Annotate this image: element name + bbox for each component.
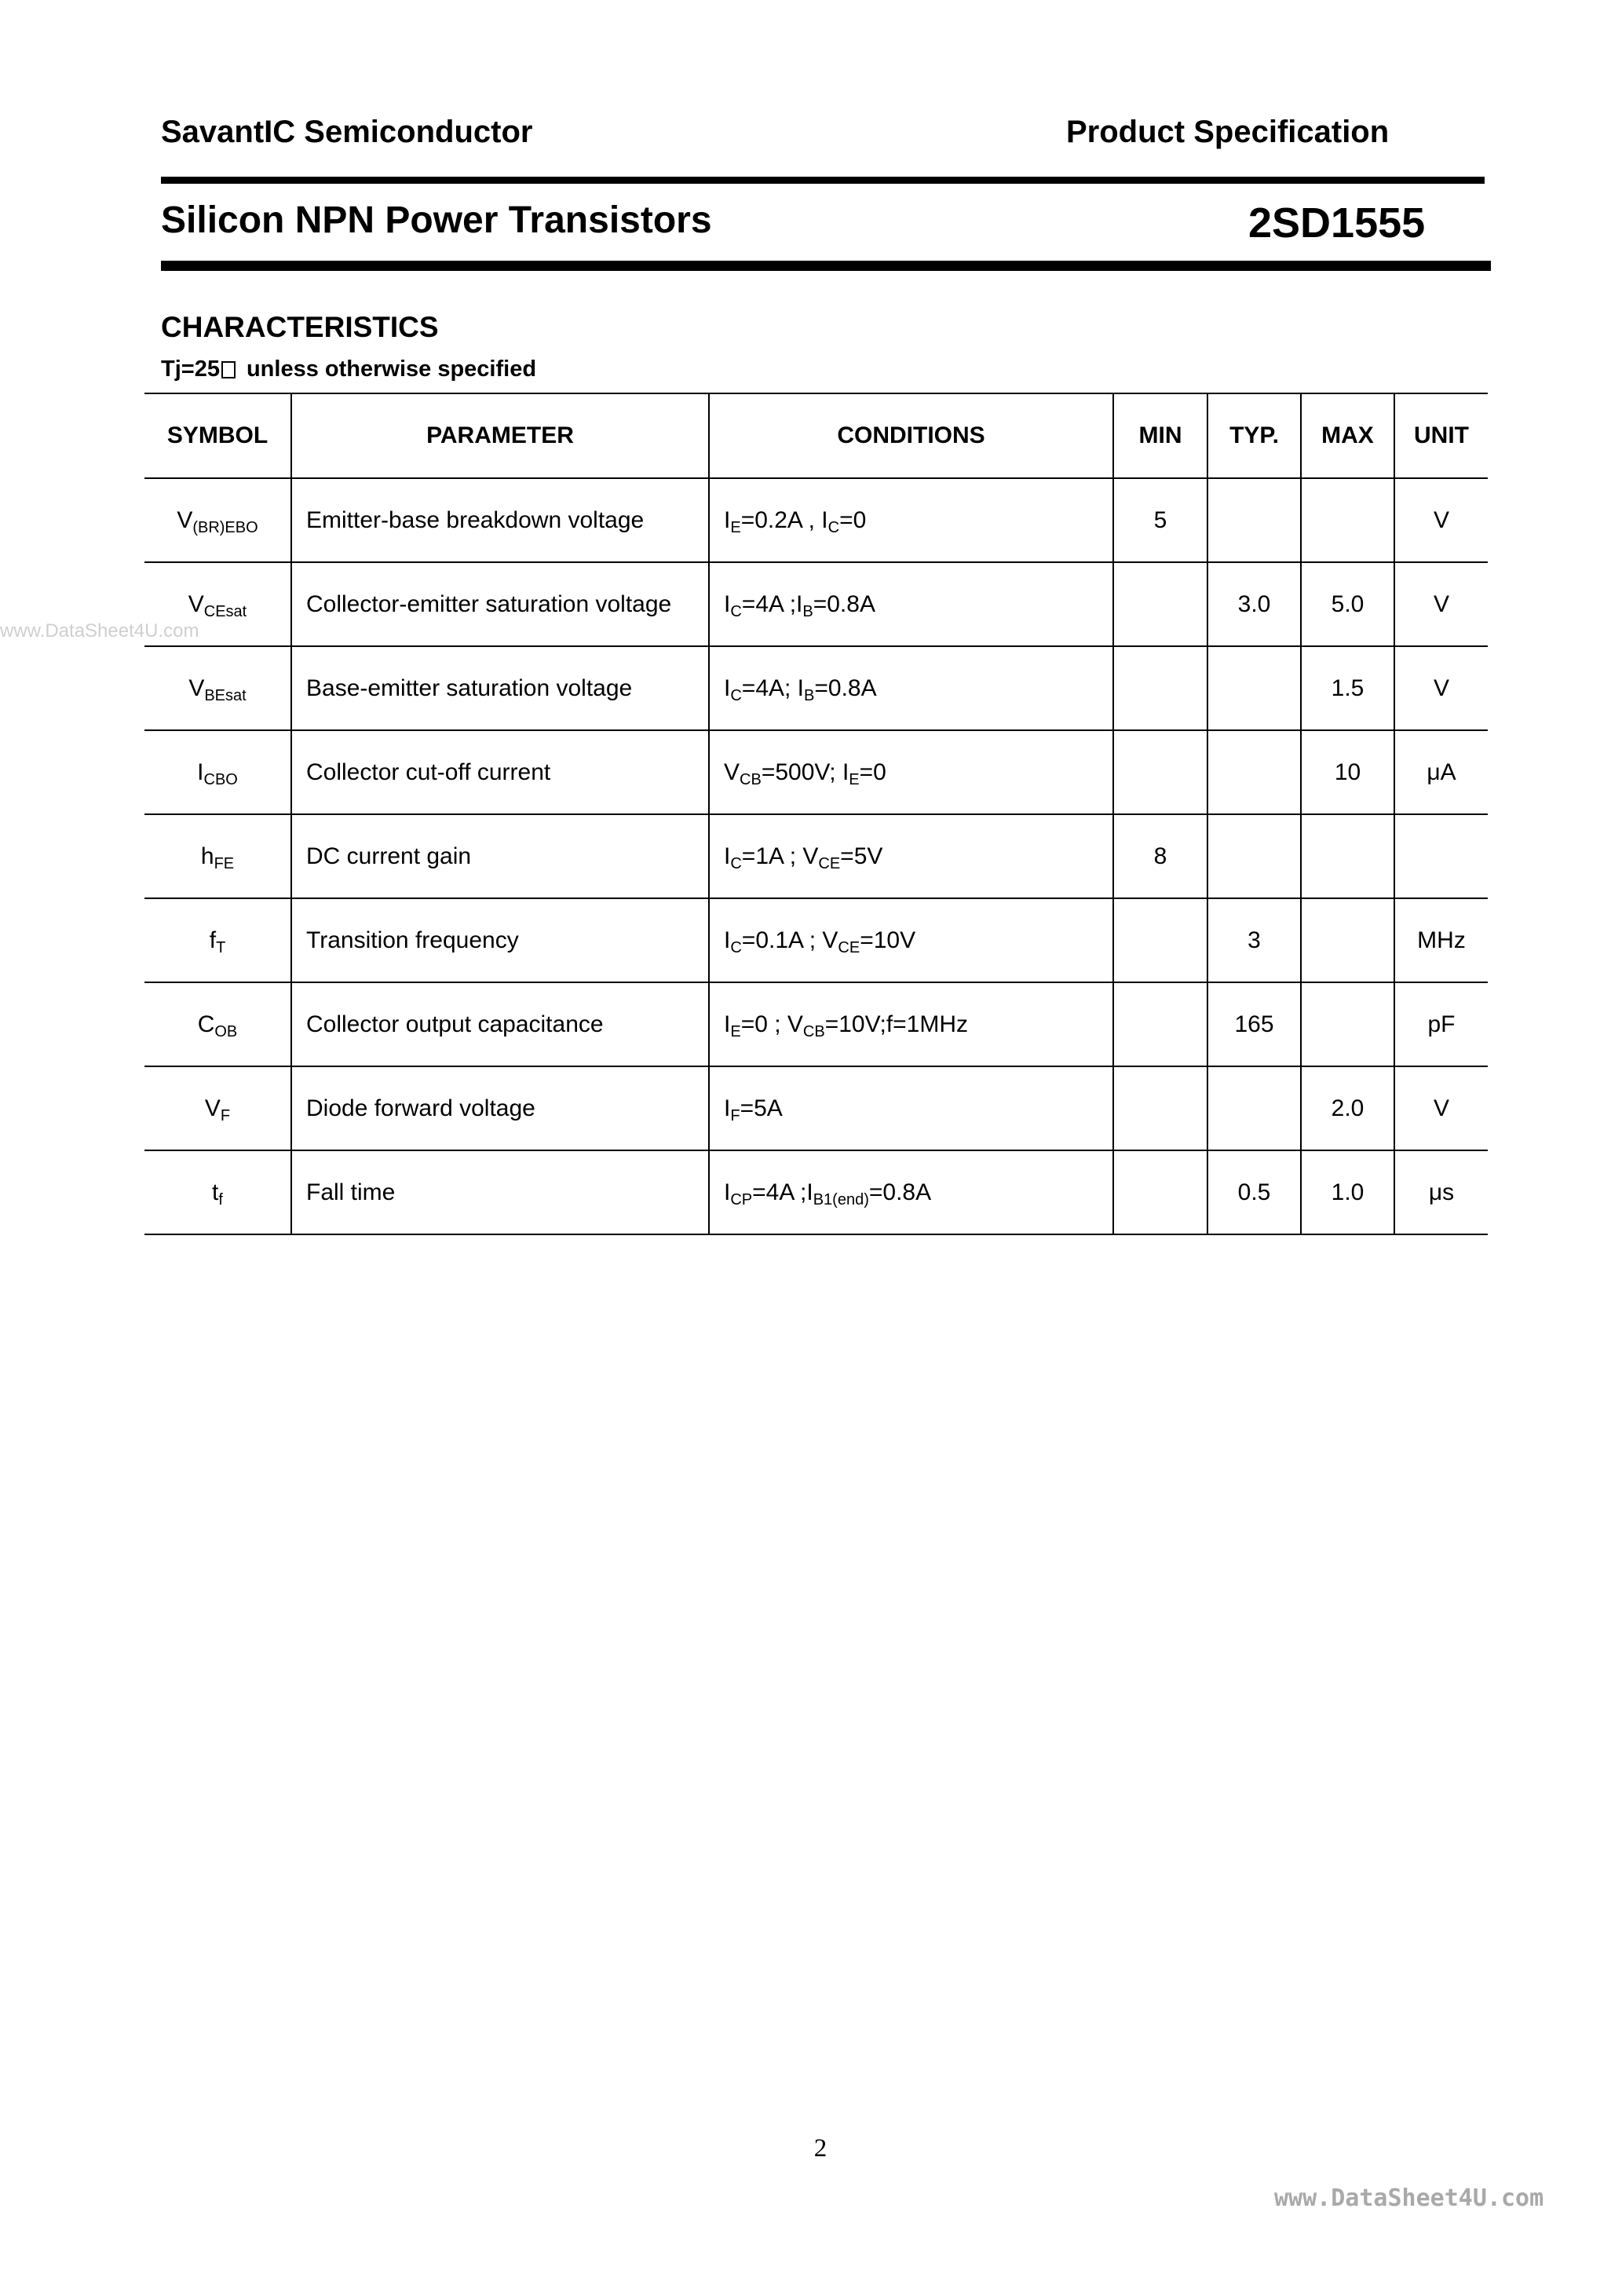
symbol-subscript: T (216, 938, 226, 956)
min-cell (1113, 730, 1207, 814)
document-type: Product Specification (1066, 115, 1390, 149)
min-cell (1113, 562, 1207, 646)
cond-part: =0 ; V (740, 1011, 803, 1037)
symbol-main: f (209, 927, 217, 953)
cond-subscript: CP (730, 1190, 753, 1208)
cond-subscript: F (730, 1106, 740, 1124)
symbol-main: V (204, 1095, 221, 1121)
cond-subscript: E (730, 1022, 741, 1040)
symbol-subscript: FE (214, 854, 235, 872)
conditions-cell (709, 982, 1113, 1066)
max-cell (1301, 898, 1394, 982)
header-conditions: CONDITIONS (709, 393, 1113, 478)
part-number: 2SD1555 (1248, 199, 1426, 247)
conditions-cell (709, 898, 1113, 982)
parameter-cell: Transition frequency (291, 898, 709, 982)
unit-cell: V (1394, 1066, 1488, 1150)
cond-part: =4A ;I (741, 590, 803, 617)
cond-part: =10V;f=1MHz (824, 1011, 969, 1037)
symbol-cell (144, 646, 291, 730)
cond-part: =0 (859, 759, 886, 785)
symbol-cell (144, 898, 291, 982)
cond-part: =0 (839, 506, 867, 533)
symbol-subscript: BEsat (204, 686, 247, 704)
table-row (144, 814, 1488, 898)
max-cell: 5.0 (1301, 562, 1394, 646)
cond-subscript: C (730, 938, 742, 956)
symbol-main: h (200, 843, 214, 869)
unit-cell (1394, 814, 1488, 898)
symbol-subscript: F (220, 1106, 231, 1124)
conditions-cell (709, 1150, 1113, 1234)
typ-cell (1207, 478, 1301, 562)
max-cell (1301, 814, 1394, 898)
header-symbol: SYMBOL (144, 393, 291, 478)
min-cell (1113, 646, 1207, 730)
max-cell (1301, 478, 1394, 562)
cond-part: V (724, 759, 740, 785)
note-suffix: unless otherwise specified (246, 356, 537, 382)
min-cell (1113, 982, 1207, 1066)
typ-cell (1207, 646, 1301, 730)
cond-part: =4A ;I (752, 1179, 813, 1205)
table-row (144, 1150, 1488, 1234)
header-min: MIN (1113, 393, 1207, 478)
symbol-subscript: f (218, 1190, 223, 1208)
min-cell (1113, 898, 1207, 982)
conditions-cell (709, 646, 1113, 730)
max-cell: 2.0 (1301, 1066, 1394, 1150)
min-cell (1113, 1150, 1207, 1234)
symbol-cell (144, 1150, 291, 1234)
table-row (144, 646, 1488, 730)
footer-watermark: www.DataSheet4U.com (1274, 2184, 1544, 2212)
symbol-cell (144, 730, 291, 814)
conditions-cell (709, 1066, 1113, 1150)
cond-subscript: CB (802, 1022, 825, 1040)
cond-subscript: CE (818, 854, 841, 872)
max-cell: 10 (1301, 730, 1394, 814)
cond-subscript: C (730, 686, 742, 704)
symbol-main: C (197, 1011, 215, 1037)
cond-part: =10V (860, 927, 916, 953)
product-title: Silicon NPN Power Transistors (161, 199, 712, 241)
cond-part: =0.2A , I (740, 506, 828, 533)
cond-part: =0.8A (868, 1179, 932, 1205)
table-row (144, 898, 1488, 982)
cond-subscript: B (802, 602, 813, 620)
symbol-main: I (197, 759, 204, 785)
side-watermark: www.DataSheet4U.com (0, 620, 199, 642)
cond-part: =0.8A (813, 590, 875, 617)
cond-part: =5A (740, 1095, 783, 1121)
min-cell: 8 (1113, 814, 1207, 898)
cond-subscript: C (730, 854, 742, 872)
header-max: MAX (1301, 393, 1394, 478)
parameter-cell: DC current gain (291, 814, 709, 898)
symbol-main: t (212, 1179, 219, 1205)
max-cell: 1.5 (1301, 646, 1394, 730)
cond-part: =4A; I (741, 675, 805, 701)
symbol-main: V (188, 590, 204, 617)
symbol-subscript: CBO (203, 770, 238, 788)
conditions-cell (709, 730, 1113, 814)
symbol-main: V (177, 506, 193, 533)
symbol-subscript: CEsat (203, 602, 247, 620)
header-rule-bottom (161, 261, 1491, 271)
symbol-cell (144, 478, 291, 562)
cond-part: I (724, 1095, 731, 1121)
cond-subscript: C (730, 602, 742, 620)
header-parameter: PARAMETER (291, 393, 709, 478)
symbol-cell (144, 1066, 291, 1150)
typ-cell: 3 (1207, 898, 1301, 982)
parameter-cell: Fall time (291, 1150, 709, 1234)
conditions-cell (709, 562, 1113, 646)
min-cell (1113, 1066, 1207, 1150)
symbol-cell (144, 562, 291, 646)
section-title: CHARACTERISTICS (161, 311, 439, 343)
unit-cell: MHz (1394, 898, 1488, 982)
cond-subscript: C (827, 518, 840, 536)
max-cell: 1.0 (1301, 1150, 1394, 1234)
conditions-cell (709, 478, 1113, 562)
cond-part: I (724, 675, 731, 701)
parameter-cell: Collector cut-off current (291, 730, 709, 814)
header-rule-top (161, 177, 1485, 184)
cond-part: =5V (840, 843, 883, 869)
symbol-cell (144, 982, 291, 1066)
table-row (144, 478, 1488, 562)
cond-subscript: CB (740, 770, 762, 788)
characteristics-table (144, 393, 1488, 1235)
cond-part: I (724, 843, 731, 869)
cond-part: =0.1A ; V (741, 927, 838, 953)
header-typ: TYP. (1207, 393, 1301, 478)
typ-cell (1207, 730, 1301, 814)
note-prefix: Tj=25 (161, 356, 220, 382)
parameter-cell: Collector output capacitance (291, 982, 709, 1066)
cond-subscript: CE (838, 938, 860, 956)
cond-subscript: B1(end) (813, 1190, 869, 1208)
symbol-cell (144, 814, 291, 898)
unit-cell: V (1394, 646, 1488, 730)
max-cell (1301, 982, 1394, 1066)
table-row (144, 1066, 1488, 1150)
cond-part: =500V; I (761, 759, 849, 785)
header-unit: UNIT (1394, 393, 1488, 478)
cond-part: I (724, 506, 731, 533)
min-cell: 5 (1113, 478, 1207, 562)
cond-subscript: B (804, 686, 815, 704)
table-row (144, 730, 1488, 814)
company-name: SavantIC Semiconductor (161, 115, 533, 149)
cond-part: I (724, 1011, 731, 1037)
typ-cell: 3.0 (1207, 562, 1301, 646)
table-row (144, 982, 1488, 1066)
typ-cell (1207, 1066, 1301, 1150)
cond-part: I (724, 590, 731, 617)
cond-subscript: E (849, 770, 860, 788)
cond-subscript: E (730, 518, 741, 536)
unit-cell: V (1394, 562, 1488, 646)
unit-cell: pF (1394, 982, 1488, 1066)
parameter-cell: Collector-emitter saturation voltage (291, 562, 709, 646)
table-row (144, 562, 1488, 646)
symbol-subscript: OB (214, 1022, 238, 1040)
symbol-subscript: (BR)EBO (192, 518, 258, 536)
symbol-main: V (188, 675, 205, 701)
typ-cell (1207, 814, 1301, 898)
conditions-cell (709, 814, 1113, 898)
cond-part: I (724, 1179, 731, 1205)
page-number: 2 (813, 2134, 827, 2163)
parameter-cell: Diode forward voltage (291, 1066, 709, 1150)
cond-part: =1A ; V (741, 843, 819, 869)
typ-cell: 165 (1207, 982, 1301, 1066)
conditions-note (161, 356, 536, 382)
degree-celsius-glyph-icon (221, 361, 236, 378)
typ-cell: 0.5 (1207, 1150, 1301, 1234)
parameter-cell: Base-emitter saturation voltage (291, 646, 709, 730)
cond-part: =0.8A (814, 675, 877, 701)
cond-part: I (724, 927, 731, 953)
unit-cell: μA (1394, 730, 1488, 814)
parameter-cell: Emitter-base breakdown voltage (291, 478, 709, 562)
unit-cell: μs (1394, 1150, 1488, 1234)
unit-cell: V (1394, 478, 1488, 562)
table-header-row (144, 393, 1488, 478)
